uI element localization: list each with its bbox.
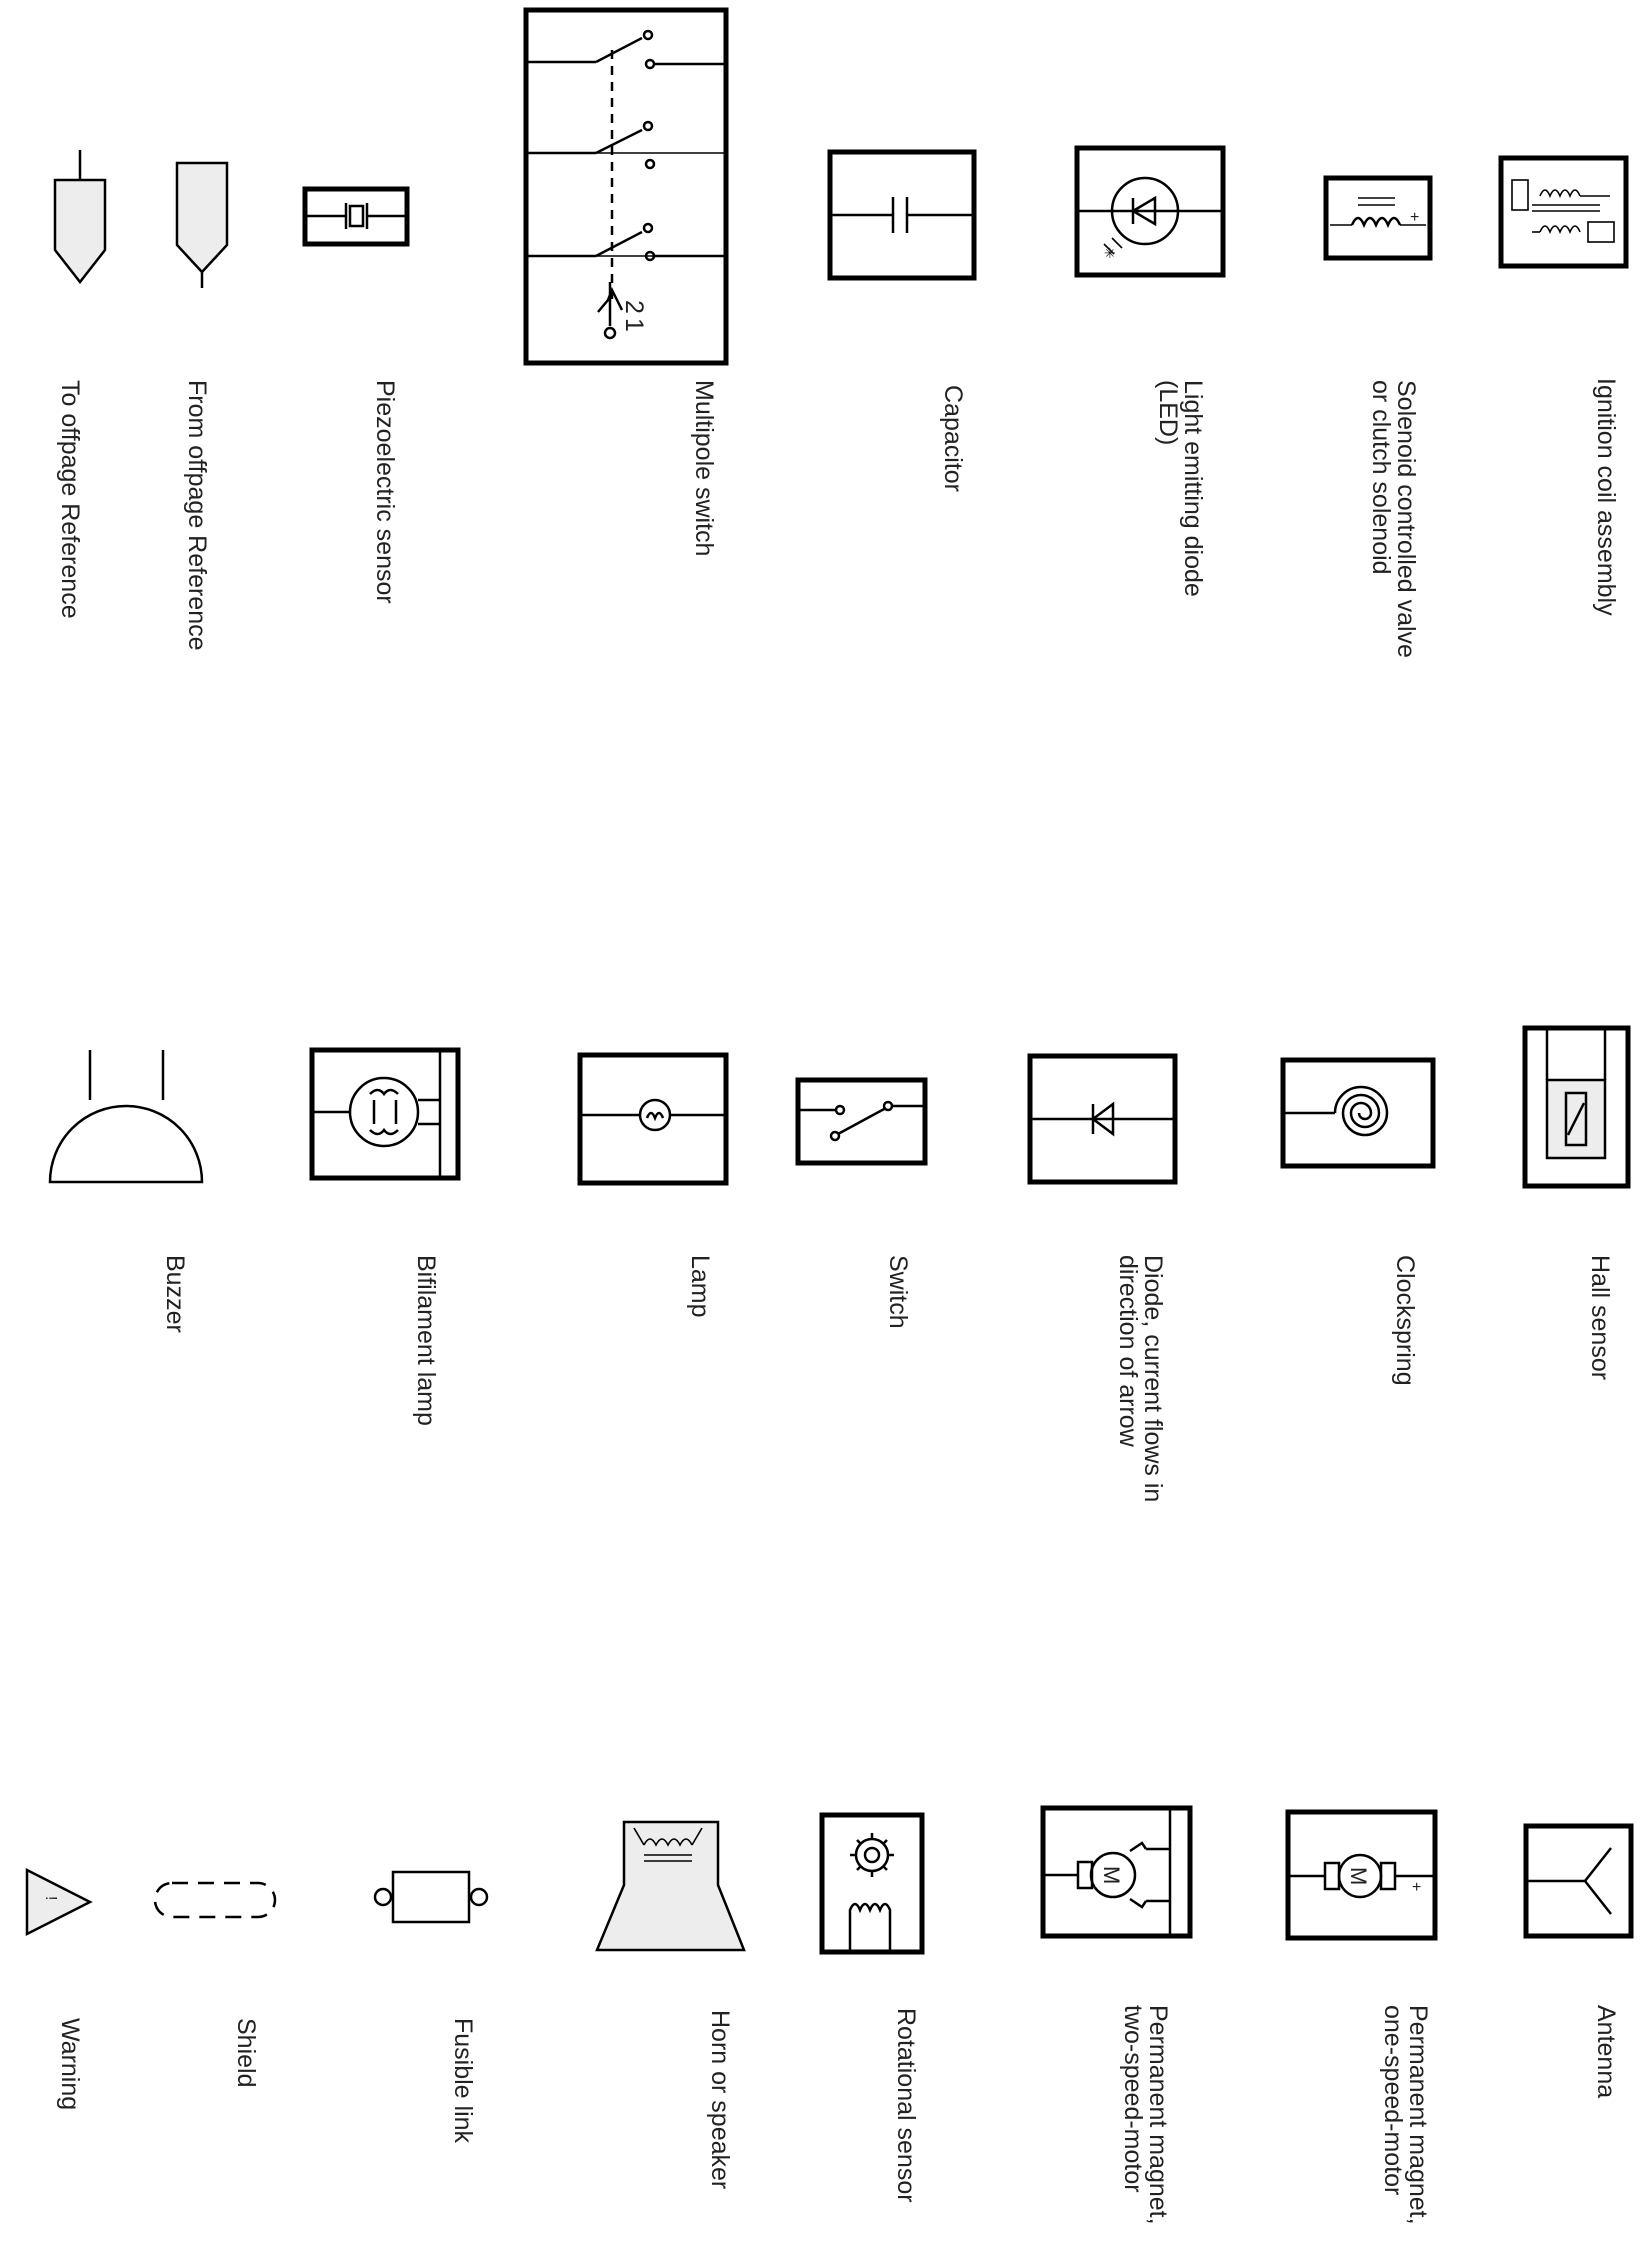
from-offpage-reference-symbol <box>177 163 227 288</box>
multipole-switch-position-1: 1 <box>620 318 648 332</box>
fusible-link-label: Fusible link <box>449 2018 477 2144</box>
switch-symbol <box>798 1080 925 1163</box>
shield-symbol <box>155 1883 275 1917</box>
one-speed-motor-label: Permanent magnet, <box>1404 2005 1432 2225</box>
led-label: Light emitting diode <box>1179 380 1207 597</box>
two-speed-motor-letter: M <box>1099 1866 1124 1885</box>
to-offpage-reference-symbol <box>55 150 105 282</box>
hall-sensor-label: Hall sensor <box>1586 1255 1614 1381</box>
antenna-label: Antenna <box>1592 2005 1620 2099</box>
led-symbol <box>1077 148 1223 275</box>
one-speed-motor-letter: M <box>1346 1867 1371 1886</box>
ignition-coil-symbol <box>1501 158 1626 266</box>
one-speed-motor-plus: + <box>1412 1879 1422 1896</box>
antenna-symbol <box>1526 1826 1631 1936</box>
led-label-line2: (LED) <box>1154 380 1182 446</box>
from-offpage-reference-label: From offpage Reference <box>183 380 211 651</box>
clockspring-label: Clockspring <box>1391 1255 1419 1386</box>
bifilament-lamp-symbol <box>312 1050 458 1178</box>
one-speed-motor-symbol <box>1288 1812 1435 1938</box>
horn-speaker-symbol <box>597 1822 744 1950</box>
multipole-switch-symbol <box>526 10 726 363</box>
to-offpage-reference-label: To offpage Reference <box>56 380 84 619</box>
hall-sensor-symbol <box>1525 1028 1628 1186</box>
two-speed-motor-label: Permanent magnet, <box>1144 2005 1172 2225</box>
buzzer-label: Buzzer <box>161 1255 189 1333</box>
solenoid-valve-symbol <box>1326 178 1430 258</box>
buzzer-symbol <box>50 1050 202 1182</box>
multipole-switch-label: Multipole switch <box>690 380 718 557</box>
capacitor-symbol <box>830 152 974 278</box>
lamp-label: Lamp <box>686 1255 714 1318</box>
solenoid-valve-label: Solenoid controlled valve <box>1392 380 1420 658</box>
diode-label-line2: direction of arrow <box>1114 1255 1142 1447</box>
shield-label: Shield <box>232 2018 260 2088</box>
fusible-link-symbol <box>375 1872 487 1922</box>
solenoid-valve-label-line2: or clutch solenoid <box>1367 380 1395 575</box>
diode-symbol <box>1030 1056 1175 1182</box>
warning-label: Warning <box>56 2018 84 2111</box>
two-speed-motor-symbol <box>1043 1808 1190 1936</box>
rotational-sensor-symbol <box>822 1815 922 1952</box>
lamp-symbol <box>580 1055 726 1183</box>
horn-speaker-label: Horn or speaker <box>706 2010 734 2190</box>
switch-label: Switch <box>884 1255 912 1329</box>
piezoelectric-sensor-symbol <box>305 189 407 244</box>
warning-symbol <box>27 1870 90 1934</box>
one-speed-motor-label-line2: one-speed-motor <box>1379 2005 1407 2196</box>
clockspring-symbol <box>1283 1060 1433 1166</box>
diode-label: Diode, current flows in <box>1139 1255 1167 1503</box>
two-speed-motor-label-line2: two-speed-motor <box>1119 2005 1147 2193</box>
led-emission-glyph: ✳ <box>1104 245 1116 261</box>
piezoelectric-sensor-label: Piezoelectric sensor <box>371 380 399 604</box>
multipole-switch-position-2: 2 <box>620 300 648 314</box>
bifilament-lamp-label: Bifilament lamp <box>412 1255 440 1426</box>
rotational-sensor-label: Rotational sensor <box>892 2008 920 2203</box>
warning-mark: ! <box>42 1896 59 1901</box>
solenoid-plus-mark: + <box>1410 209 1420 226</box>
capacitor-label: Capacitor <box>939 385 967 492</box>
ignition-coil-label: Ignition coil assembly <box>1592 378 1620 616</box>
